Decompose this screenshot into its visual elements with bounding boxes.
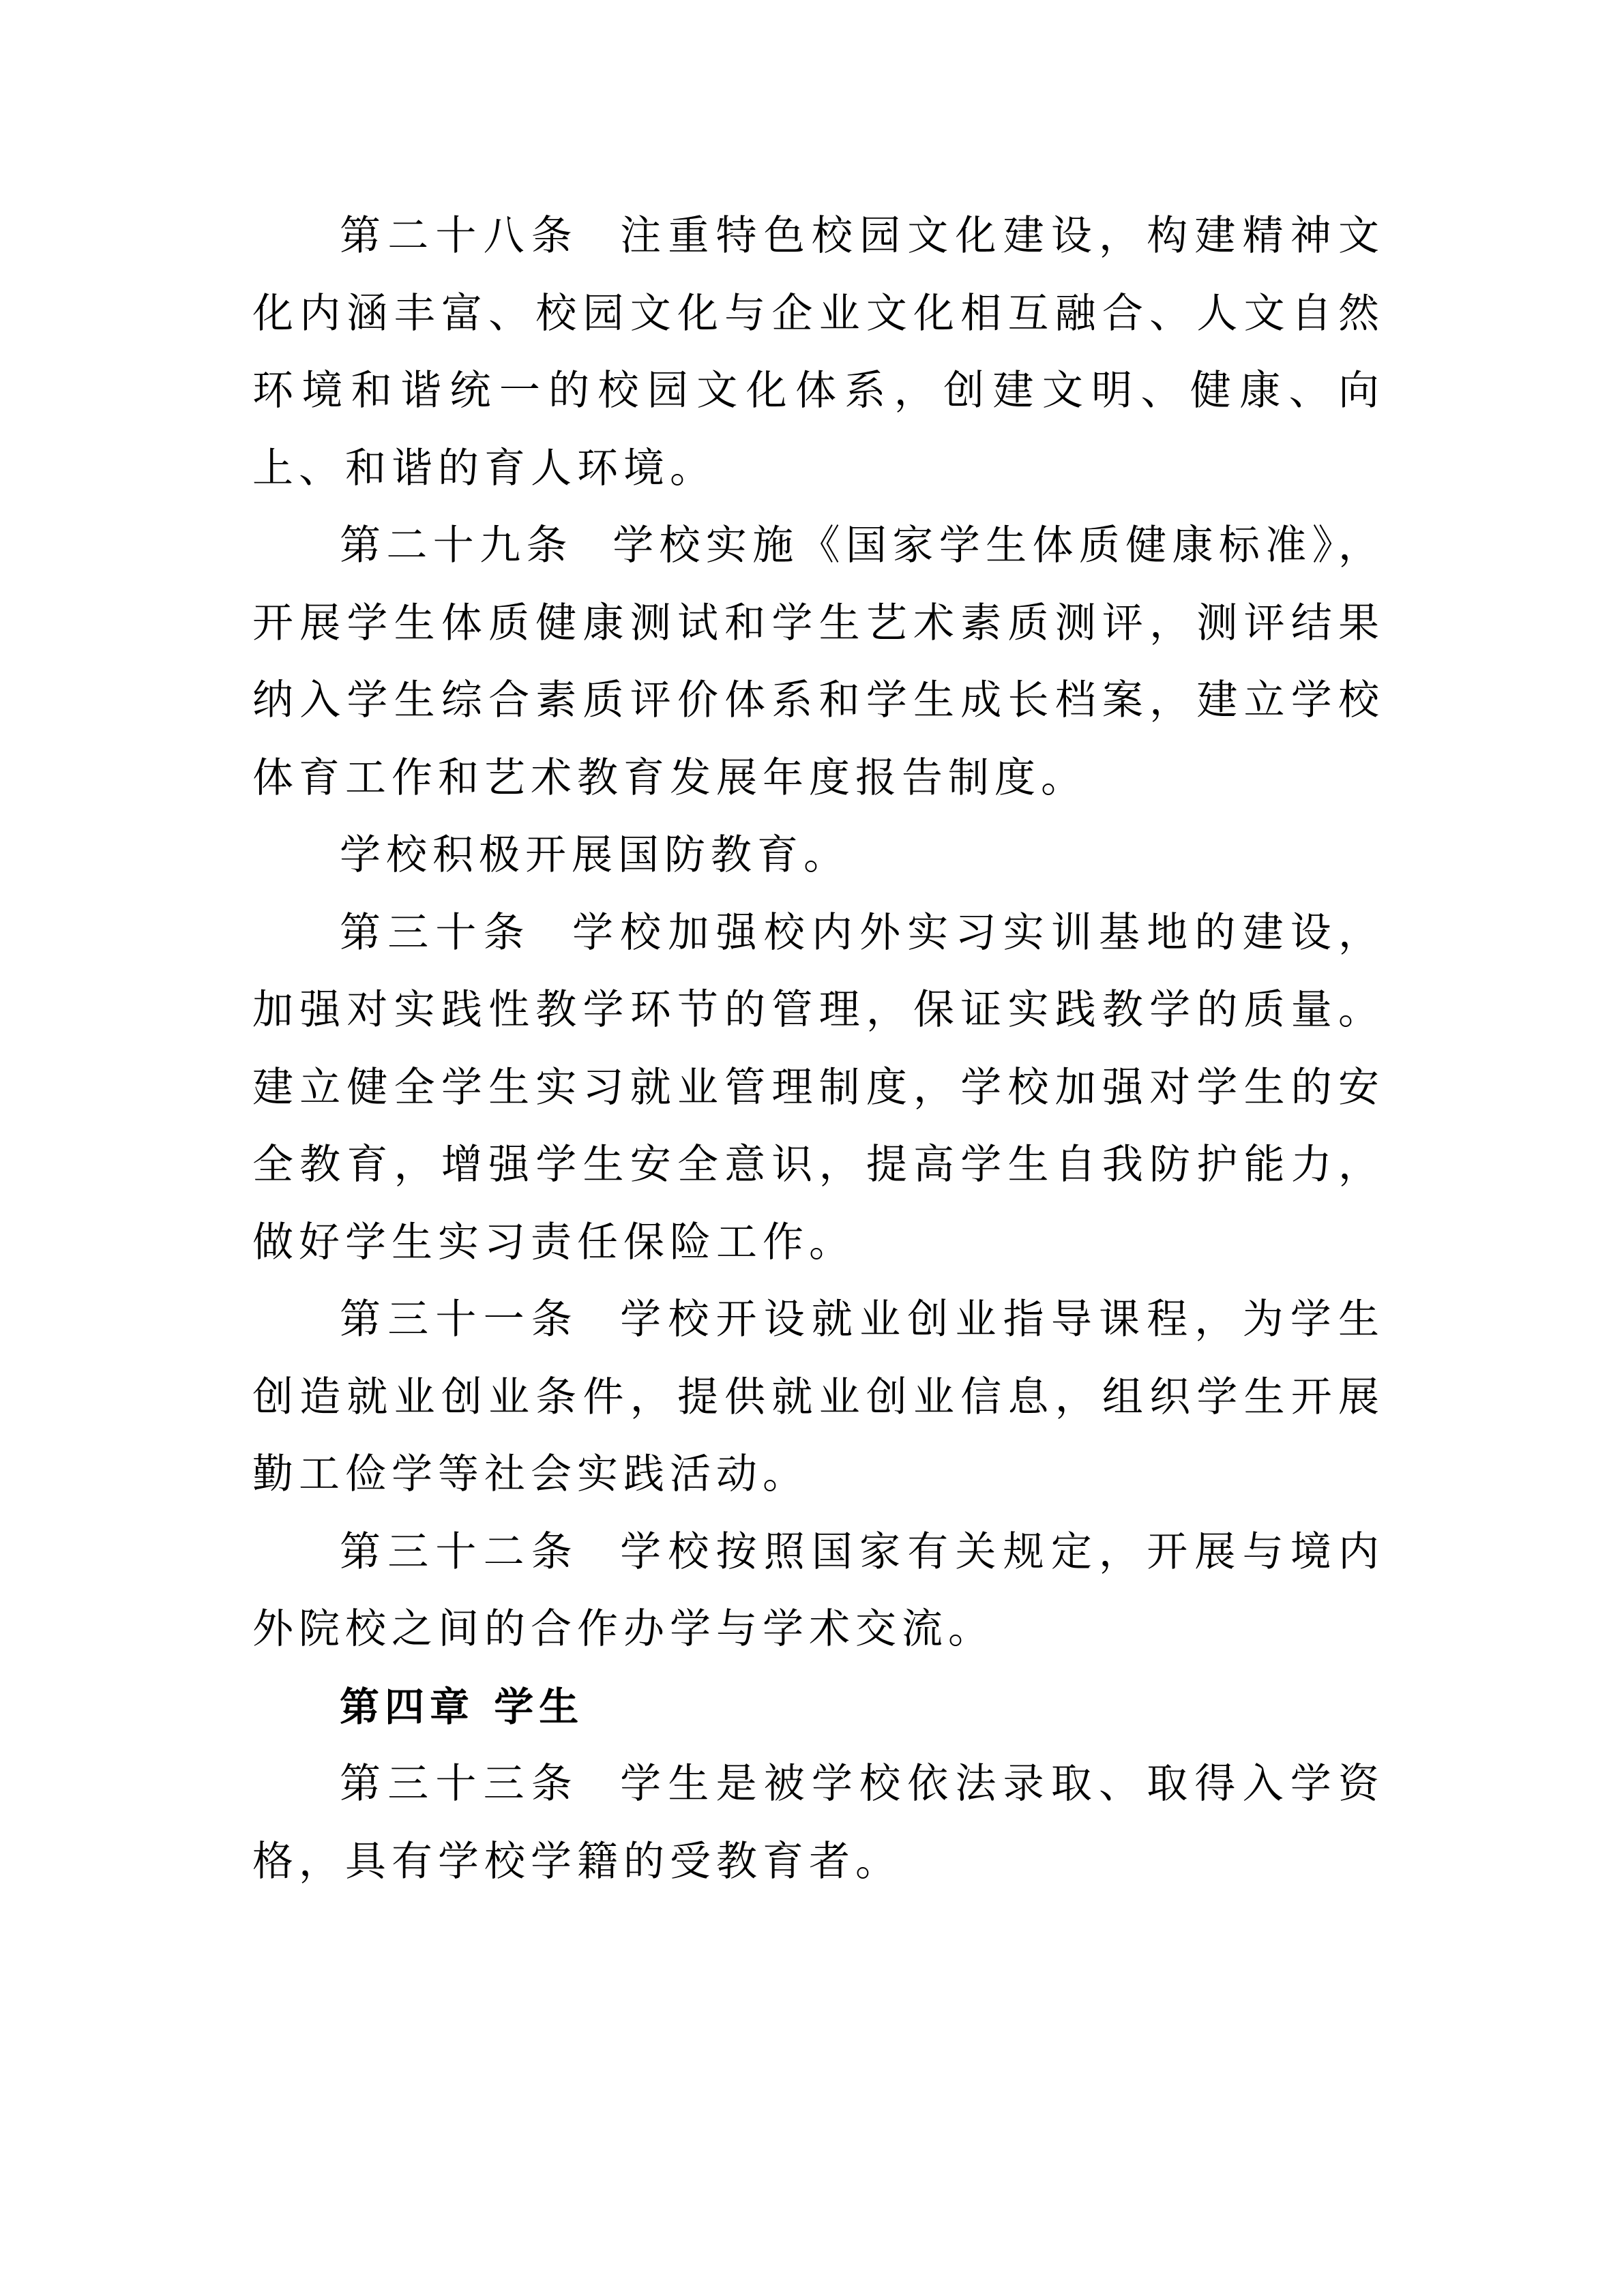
article-text: 学校实施《国家学生体质健康标准》，开展学生体质健康测试和学生艺术素质测评，测评结果纳入学生综合素质评价体系和学生成长档案，建立学校体育工作和艺术教育发展年度报告制度。 [252,522,1385,802]
article-text: 学生是被学校依法录取、取得入学资格，具有学校学籍的受教育者。 [252,1760,1385,1885]
article-number: 第三十一条 [340,1296,579,1343]
article-text: 注重特色校园文化建设，构建精神文化内涵丰富、校园文化与企业文化相互融合、人文自然环境和谐统一的校园文化体系，创建文明、健康、向上、和谐的育人环境。 [252,212,1385,492]
article-text: 学校开设就业创业指导课程，为学生创造就业创业条件，提供就业创业信息，组织学生开展勤工俭学等社会实践活动。 [252,1296,1385,1498]
paragraph-text: 学校积极开展国防教育。 [340,831,850,879]
article-30-paragraph [252,895,1385,1282]
article-29-paragraph [252,507,1385,817]
national-defense-paragraph [252,817,1385,895]
article-31-paragraph [252,1281,1385,1514]
article-text: 学校加强校内外实习实训基地的建设，加强对实践性教学环节的管理，保证实践教学的质量。建立健全学生实习就业管理制度，学校加强对学生的安全教育，增强学生安全意识，提高学生自我防护能力，做好学生实习责任保险工作。 [252,908,1385,1266]
article-number: 第三十三条 [340,1760,579,1808]
document-body [252,198,1385,1900]
article-number: 第二十八条 [340,212,579,260]
article-number: 第三十二条 [340,1527,579,1576]
chapter-heading: 第四章 学生 [340,1683,585,1730]
article-number: 第三十条 [340,908,531,957]
article-32-paragraph [252,1514,1385,1669]
article-number: 第二十九条 [340,522,573,569]
article-text: 学校按照国家有关规定，开展与境内外院校之间的合作办学与学术交流。 [252,1527,1385,1653]
article-33-paragraph [252,1746,1385,1900]
article-28-paragraph [252,198,1385,507]
